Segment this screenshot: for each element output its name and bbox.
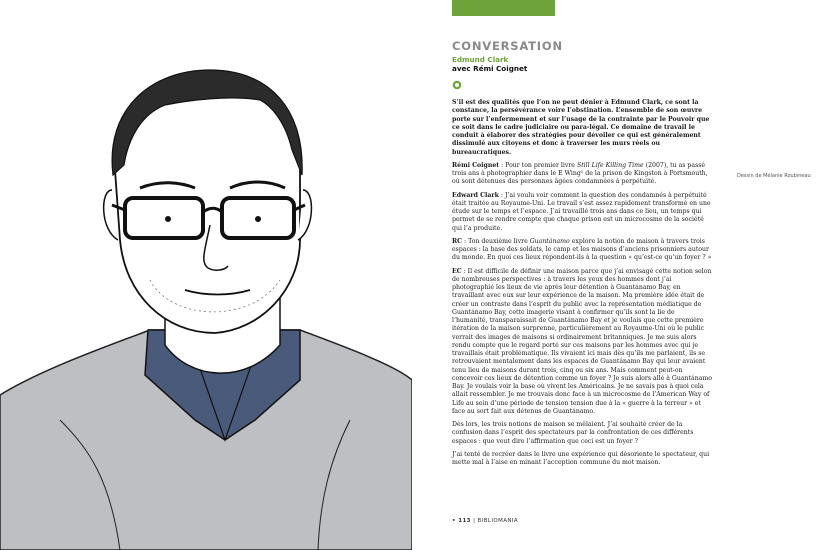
speaker: RC [452, 237, 463, 245]
speaker: EC [452, 267, 462, 275]
article-body [452, 99, 712, 472]
paragraph: Dès lors, les trois notions de maison se mêlaient. J’ai souhaité créer de la confusion dans l’esprit des spectateurs par la confrontation de ces différents espaces : que veut dire l’affirmation que ceci est un foyer ? [452, 421, 694, 445]
magazine-name: BIBLIOMANIA [477, 518, 519, 524]
paragraph: Edward Clark : J’ai voulu voir comment la question des condamnés à perpétuité était traitée au Royaume-Uni. Le travail s’est assez rapidement transformé en une étude sur le temps et l’espace. J’ai travaillé trois ans dans ce lieu, un temps qui permet de se rendre compte que chaque prison est un microcosme de la société qui l’a produite. [452, 191, 711, 232]
portrait-illustration [0, 0, 412, 550]
portrait-drawing-icon [0, 0, 412, 550]
paragraph: J’ai tenté de recréer dans le livre une expérience qui désoriente le spectateur, qui mette mal à l’aise en minant l’acception commune du mot maison. [452, 450, 710, 466]
footer-separator: | [473, 518, 476, 524]
author-name: Edmund Clark [452, 55, 509, 64]
intro-paragraph: S’il est des qualités que l’on ne peut dénier à Edmund Clark, ce sont la constance, la persévérance voire l’obstination. L’ensemble de son œuvre porte sur l’enfermement et sur l’usage de la contrainte par le Pouvoir que ce soit dans le cadre judiciaire ou para-légal. Ce domaine de travail le conduit à élaborer des stratégies pour dévoiler ce qui est généralement dissimulé aux citoyens et donc à traverser les murs réels ou bureaucratiques. [452, 99, 710, 156]
bullet-ring-icon [452, 80, 462, 90]
interviewer-name: avec Rémi Coignet [452, 64, 528, 73]
page-number: • 113 [452, 518, 471, 524]
accent-bar [452, 0, 555, 16]
speaker: Edward Clark [452, 191, 499, 199]
article-page [412, 0, 825, 550]
section-title: CONVERSATION [452, 39, 563, 53]
paragraph: Rémi Coignet : Pour ton premier livre Still Life Killing Time (2007), tu as passé trois ans à photographier dans le E Wing¹ de la prison de Kingston à Portsmouth, où sont détenues des personnes âgées condamnées à perpétuité. [452, 161, 708, 186]
paragraph: EC : Il est difficile de définir une maison parce que j’ai envisagé cette notion selon de nombreuses perspectives : à travers les yeux des hommes dont j’ai photographié les lieux de vie après leur détention à Guantánamo Bay, en travaillant avec eux sur leur expérience de la maison. Ma première idée était de créer un contraste dans l’esprit du public avec la représentation médiatique de Guantánamo Bay, cette imagerie visant à confirmer qu’ils sont la lie de l’humanité, transparaissait de Guantánamo Bay et je voulais que cette première itération de la maison surprenne, particulièrement au Royaume-Uni où le public verrait des images de maisons si ordinairement britanniques. Je me suis alors rendu compte que le regard porté sur ces maisons par les hommes avec qui je travaillais était problématique. Ils vivaient ici mais dès qu’ils me parlaient, ils se retrouvaient mentalement dans les espaces de Guantánamo Bay qui leur avaient tenu lieu de maisons durant trois, cinq ou six ans. Mais comment peut-on concevoir ces lieux de détention comme un foyer ? Je suis alors allé à Guantánamo Bay. Je voulais voir la base où vivent les Américains. Je ne savais pas à quoi cela allait ressembler. Je me trouvais donc face à un microcosme de l’American Way of Life au sein d’une période de tension tension due à la « guerre à la terreur » et face au sort fait aux détenus de Guantánamo. [452, 267, 712, 415]
paragraph: RC : Ton deuxième livre Guantánamo explore la notion de maison à travers trois espaces : la base des soldats, le camp et les maisons d’anciens prisonniers autour du monde. En quoi ces lieux répondent-ils à la question « qu’est-ce qu’un foyer ? » [452, 237, 712, 262]
page-footer [452, 518, 518, 524]
illustration-caption: Dessin de Mélanie Roubineau [737, 173, 811, 179]
speaker: Rémi Coignet [452, 161, 500, 169]
